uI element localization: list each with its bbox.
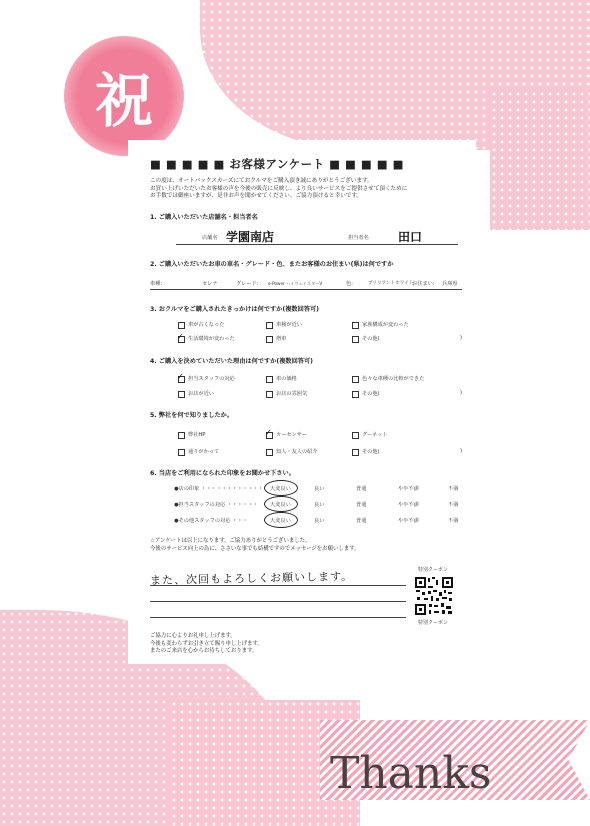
q6-row-3-scale-3: 普通 [356, 518, 367, 524]
q6-row-1-scale-4: やや不満 [398, 486, 419, 492]
q2-home-value: 兵庫県 [442, 281, 458, 287]
q4-option-3: 色々な車種の比較ができた [362, 376, 425, 382]
q4-option-5: お店の雰囲気 [276, 391, 308, 397]
q2-grade-value: e-Power ハイウェイスターV [268, 281, 323, 286]
q6-row-2-label: ●担当スタッフの対応 ・・・・・・ [174, 502, 258, 508]
q5-option-2: カーセンサー [276, 432, 308, 438]
q3-option-2: 車検が近い [276, 322, 302, 328]
coupon-qr-code[interactable] [414, 576, 454, 616]
q5-checkbox-1[interactable] [178, 432, 185, 439]
q6-row-1-scale-2: 良い [314, 486, 325, 492]
q6-row-1-scale-5: 不満 [448, 486, 459, 492]
pink-dot-pattern-right [490, 90, 590, 230]
q2-underline [150, 289, 462, 290]
q6-row-2-scale-5: 不満 [448, 502, 459, 508]
q6-row-2-selection [264, 496, 298, 512]
q6-row-2-scale-4: やや不満 [398, 502, 419, 508]
q1-label: 1. ご購入いただいた店舗名・担当者名 [150, 214, 258, 221]
q5-checkbox-6[interactable] [352, 449, 359, 456]
q4-option-2: 車の価格 [276, 376, 297, 382]
thanks-banner-text: Thanks [330, 748, 492, 799]
q3-checkbox-3[interactable] [352, 322, 359, 329]
q3-option-1: 車が古くなった [188, 322, 225, 328]
q2-home-label: お住まい: [412, 281, 435, 287]
q3-checkbox-1[interactable] [178, 322, 185, 329]
q4-checkbox-2[interactable] [266, 376, 273, 383]
q4-label: 4. ご購入を決めていただいた理由は何ですか(複数回答可) [150, 358, 313, 365]
q2-color-label: 色: [346, 281, 353, 287]
coupon-top-label: 特別クーポン [418, 567, 449, 573]
q3-label: 3. おクルマをご購入されたきっかけは何ですか(複数回答可) [150, 306, 319, 313]
q3-checkbox-2[interactable] [266, 322, 273, 329]
closing-note: ☆アンケートは以上になります。ご協力ありがとうございました。 今後のサービス向上の為に、ささいな事でも結構ですのでメッセージをお願いします。 [150, 538, 360, 552]
q4-option-6: その他( [362, 391, 380, 397]
q6-row-1-selection [264, 480, 298, 496]
q3-option-4: 生活環境が変わった [188, 336, 235, 342]
stamp-character: 祝 [94, 67, 153, 135]
survey-title: ■ ■ ■ ■ ■ お客様アンケート ■ ■ ■ ■ ■ [150, 157, 405, 171]
q4-check-mark: ✓ [177, 372, 184, 381]
q2-car-label: 車種: [150, 281, 163, 287]
q6-row-2-scale-3: 普通 [356, 502, 367, 508]
q3-option-6-close: ) [460, 335, 463, 341]
q1-store-label: 店舗名 [202, 235, 218, 241]
q3-checkbox-6[interactable] [352, 336, 359, 343]
q2-color-value: ブリリアントホワイト [368, 281, 414, 286]
q6-row-3-scale-1: 大変良い [270, 518, 291, 524]
q3-option-5: 増車 [276, 336, 287, 342]
message-line-2 [150, 601, 406, 602]
q5-checkbox-4[interactable] [178, 449, 185, 456]
q4-checkbox-4[interactable] [178, 391, 185, 398]
q6-row-1-label: ●店の印象 ・・・・・・・・・・・・ [174, 486, 264, 492]
q6-row-1-scale-1: 大変良い [270, 486, 291, 492]
q3-option-6: その他( [362, 336, 380, 342]
q4-checkbox-5[interactable] [266, 391, 273, 398]
message-line-1 [150, 585, 406, 586]
q4-checkbox-6[interactable] [352, 391, 359, 398]
q6-row-2-scale-1: 大変良い [270, 502, 291, 508]
q5-checkbox-3[interactable] [352, 432, 359, 439]
q2-label: 2. ご購入いただいたお車の車名・グレード・色、またお客様のお住まい(県)は何ですか [150, 261, 394, 268]
q5-option-5: 知人・友人の紹介 [276, 449, 318, 455]
q6-row-3-scale-2: 良い [314, 518, 325, 524]
coupon-bottom-label: 特別クーポン [418, 620, 449, 626]
q3-checkbox-5[interactable] [266, 336, 273, 343]
q2-grade-label: グレード: [236, 281, 259, 287]
q3-check-mark: ✓ [177, 332, 184, 341]
q6-row-3-selection [264, 512, 298, 528]
message-line-3 [150, 617, 406, 618]
q6-row-3-scale-4: やや不満 [398, 518, 419, 524]
q6-row-2-scale-2: 良い [314, 502, 325, 508]
q1-store-value: 学園南店 [226, 230, 275, 244]
q1-underline [176, 244, 458, 245]
q4-checkbox-3[interactable] [352, 376, 359, 383]
q3-option-3: 家族構成が変わった [362, 322, 409, 328]
q5-label: 5. 弊社を何で知りましたか。 [150, 412, 234, 419]
q5-option-6-close: ) [460, 448, 463, 454]
q6-label: 6. 当店をご利用になられた印象をお聞かせ下さい。 [150, 470, 295, 477]
q4-option-4: お店が近い [188, 391, 214, 397]
q6-row-1-scale-3: 普通 [356, 486, 367, 492]
q5-checkbox-5[interactable] [266, 449, 273, 456]
q1-staff-value: 田口 [398, 230, 423, 244]
q5-option-4: 通りがかって [188, 449, 220, 455]
handwritten-message: また、次回もよろしくお願いします。 [149, 569, 354, 588]
q5-option-3: グーネット [362, 432, 388, 438]
q5-option-6: その他( [362, 449, 380, 455]
q6-row-3-label: ●その他スタッフの対応 ・・・ [174, 518, 248, 524]
q2-car-value: セレナ [202, 281, 218, 287]
q4-option-1: 担当スタッフの対応 [188, 376, 235, 382]
q1-staff-label: 担当者名 [348, 235, 369, 241]
survey-intro: この度は、オートバックスカーズにておクルマをご購入頂き誠にありがとうございます。 お買い上げいただいたお客様の声を今後の販売に反映し、より良いサービスをご提供させて頂くために お手数では御座いますが、是非お声を聞かせてください。ご協力頂けると幸いです。 [150, 178, 408, 200]
q4-option-6-close: ) [460, 390, 463, 396]
q6-row-3-scale-5: 不満 [448, 518, 459, 524]
q5-check-mark: ✓ [265, 428, 272, 437]
footer-note: ご協力に心よりお礼申し上げます。 今後も変わらずお引き立て賜り申し上げます。 またのご来店を心からお待ちしております。 [150, 633, 263, 655]
celebration-stamp [64, 36, 184, 156]
q5-option-1: 弊社HP [188, 432, 206, 438]
